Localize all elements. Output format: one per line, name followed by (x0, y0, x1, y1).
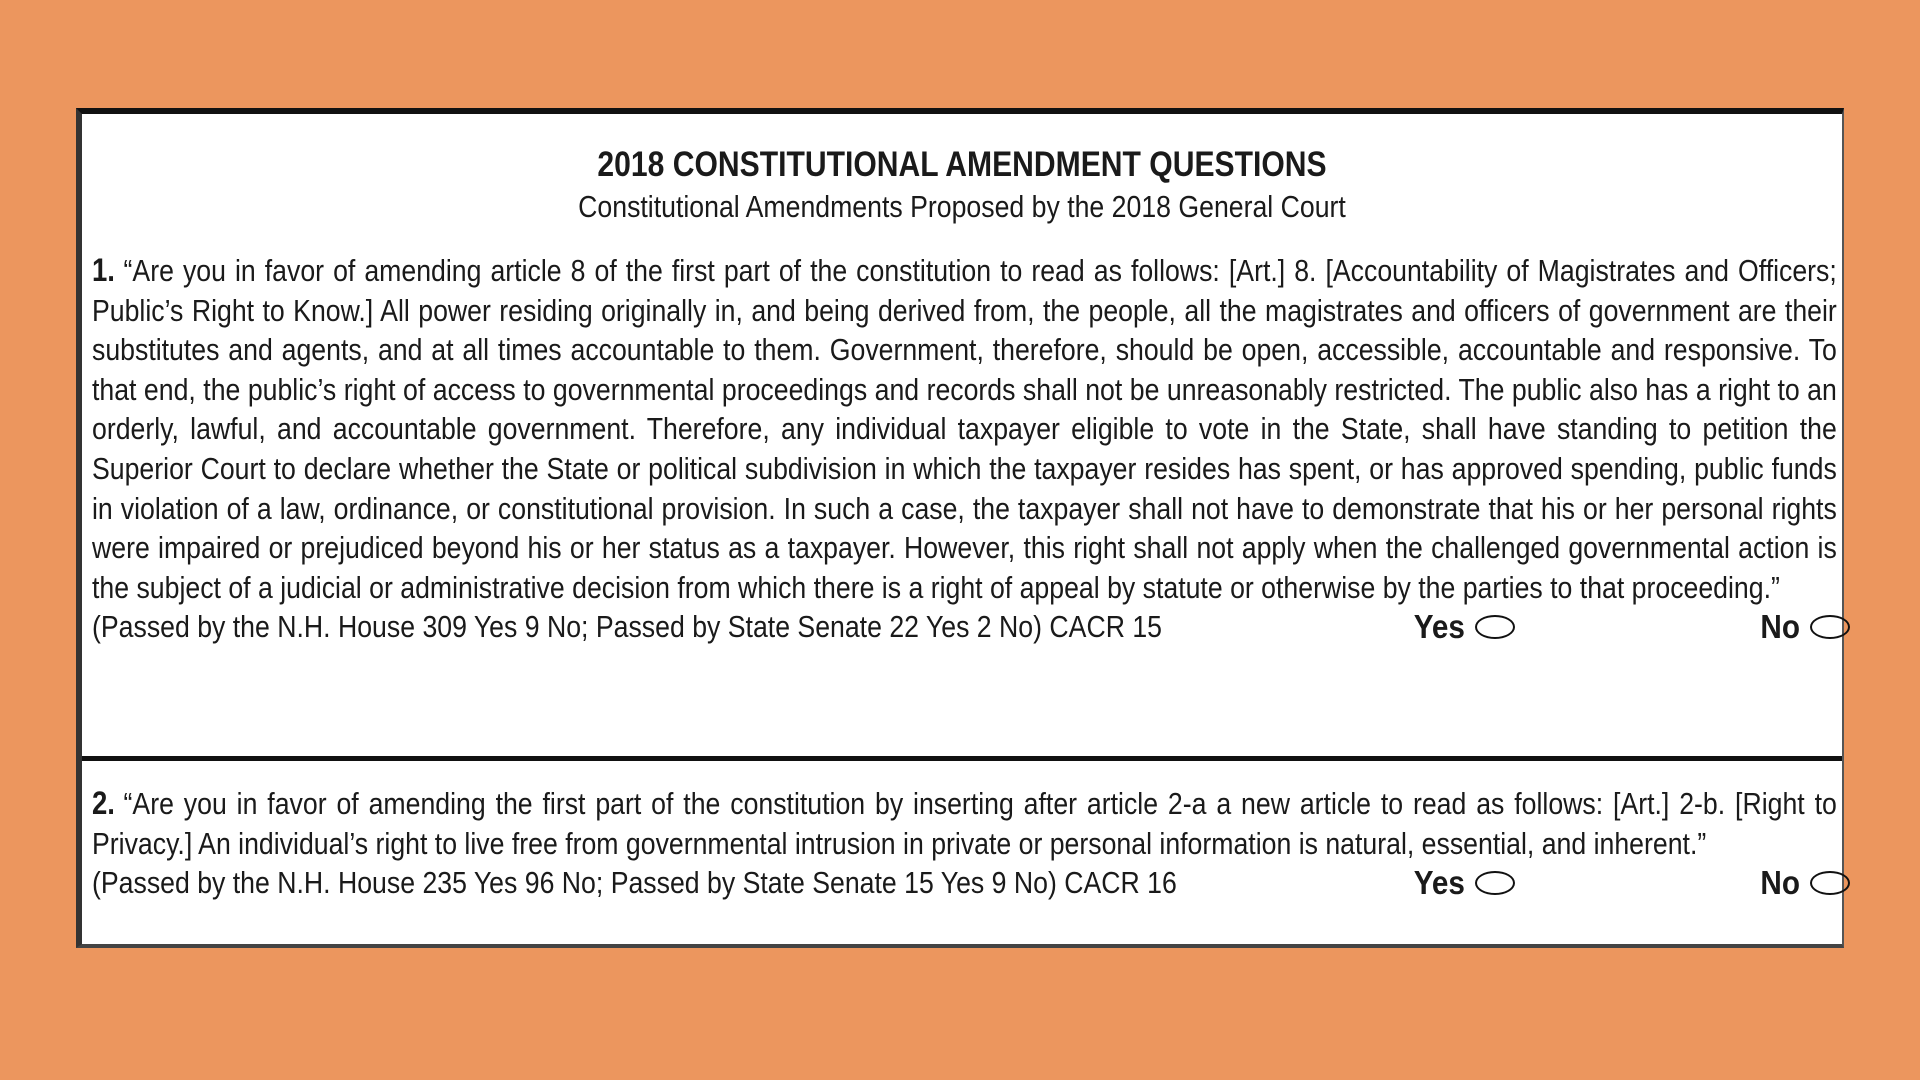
question-1-yes-label: Yes (1413, 608, 1465, 646)
question-2-no-option[interactable] (1756, 863, 1850, 903)
question-1-number: 1. (92, 252, 115, 288)
question-2-yes-option[interactable] (1408, 863, 1515, 903)
question-2-body (92, 784, 1837, 863)
question-2 (92, 784, 1838, 903)
question-2-number: 2. (92, 785, 115, 821)
question-1-body (92, 251, 1837, 607)
ballot-title: 2018 CONSTITUTIONAL AMENDMENT QUESTIONS (597, 145, 1327, 184)
question-1-text-block (92, 251, 1837, 607)
question-1-vote-row (92, 607, 1838, 647)
question-2-yes-oval[interactable] (1475, 871, 1515, 895)
ballot-subtitle: Constitutional Amendments Proposed by the 2018 General Court (578, 189, 1346, 224)
ballot-card (76, 108, 1844, 948)
question-2-passed: (Passed by the N.H. House 235 Yes 96 No; Passed by State Senate 15 Yes 9 No) CACR 16 (92, 865, 1177, 901)
question-1 (92, 251, 1838, 647)
question-2-no-oval[interactable] (1810, 871, 1850, 895)
question-1-text: “Are you in favor of amending article 8 of the first part of the constitution to read as follows: [Art.] 8. [Accountability of Magistrates and Officers; Public’s Right to Know.] All power residing originally in, and being derived from, the people, all the magistrates and officers of government are their substitutes and agents, and at all times accountable to them. Government, therefore, should be open, accessible, accountable and responsive. To that end, the public’s right of access to governmental proceedings and records shall not be unreasonably restricted. The public also has a right to an orderly, lawful, and accountable government. Therefore, any individual taxpayer eligible to vote in the State, shall have standing to petition the Superior Court to declare whether the State or political subdivision in which the taxpayer resides has spent, or has approved spending, public funds in violation of a law, ordinance, or constitutional provision. In such a case, the taxpayer shall not have to demonstrate that his or her personal rights were impaired or prejudiced beyond his or her status as a taxpayer. However, this right shall not apply when the challenged governmental action is the subject of a judicial or administrative decision from which there is a right of appeal by statute or otherwise by the parties to that proceeding.” (92, 253, 1837, 605)
question-2-no-label: No (1760, 864, 1800, 902)
question-divider (82, 756, 1842, 761)
question-1-passed: (Passed by the N.H. House 309 Yes 9 No; Passed by State Senate 22 Yes 2 No) CACR 15 (92, 609, 1163, 645)
question-2-text: “Are you in favor of amending the first part of the constitution by inserting after article 2-a a new article to read as follows: [Art.] 2-b. [Right to Privacy.] An individual’s right to live free from governmental intrusion in private or personal information is natural, essential, and inherent.” (92, 786, 1837, 861)
ballot-header (82, 144, 1842, 228)
question-2-yes-label: Yes (1413, 864, 1465, 902)
question-1-no-oval[interactable] (1810, 615, 1850, 639)
question-2-vote-row (92, 863, 1838, 903)
question-1-no-label: No (1760, 608, 1800, 646)
question-1-yes-option[interactable] (1408, 607, 1515, 647)
question-1-yes-oval[interactable] (1475, 615, 1515, 639)
question-1-no-option[interactable] (1756, 607, 1850, 647)
question-2-text-block (92, 784, 1837, 863)
